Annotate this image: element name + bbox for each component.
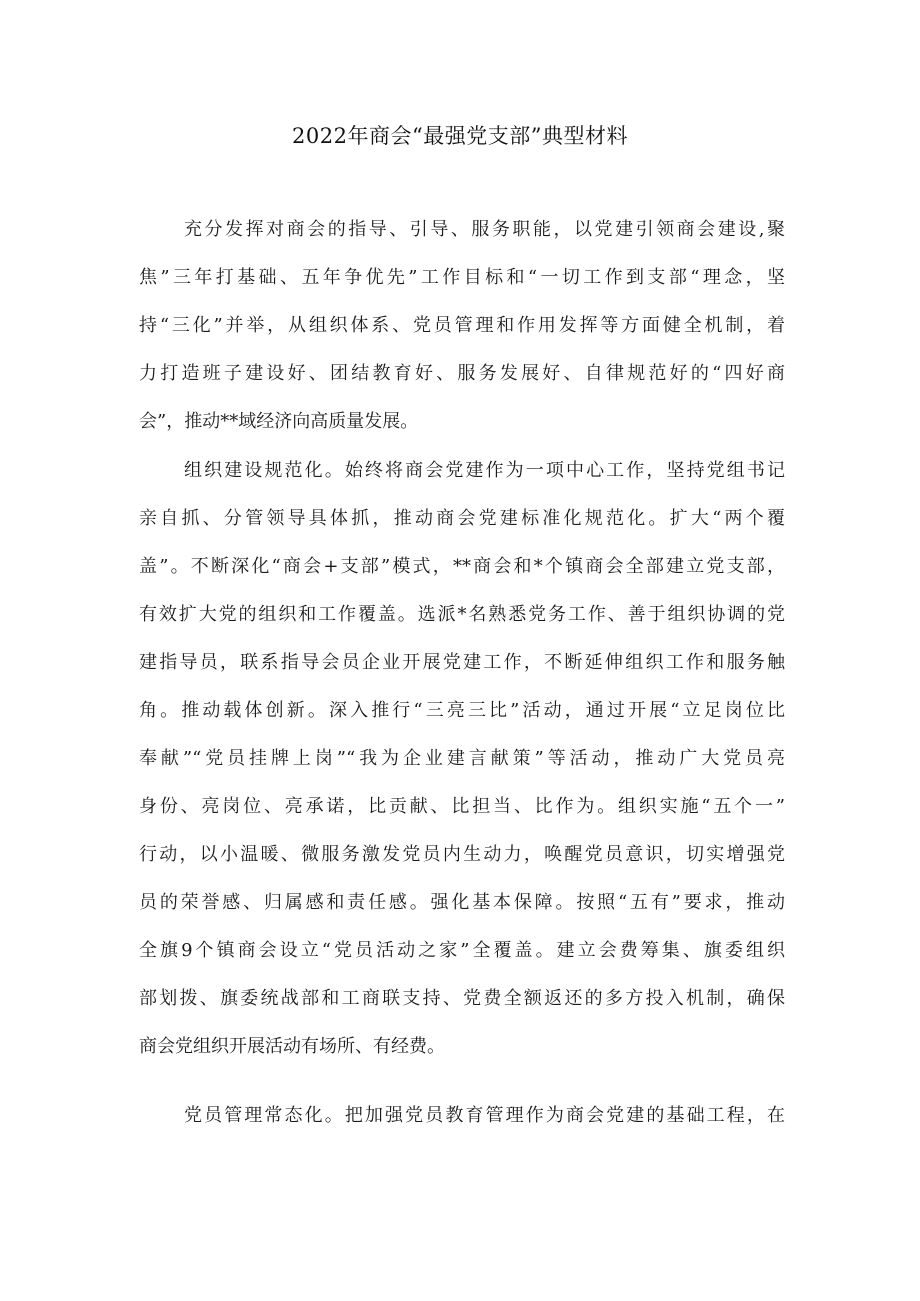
paragraph-organization-line: 组织建设规范化。始终将商会党建作为一项中心工作，坚持党组书记 xyxy=(184,460,785,481)
paragraph-intro-line: 焦”三年打基础、五年争优先”工作目标和“一切工作到支部“理念，坚 xyxy=(139,267,785,288)
paragraph-intro-line: 充分发挥对商会的指导、引导、服务职能，以党建引领商会建设,聚 xyxy=(184,219,785,240)
paragraph-intro-line: 会”，推动**域经济向高质量发展。 xyxy=(139,411,419,432)
paragraph-organization-line: 部划拨、旗委统战部和工商联支持、党费全额返还的多方投入机制，确保 xyxy=(139,988,785,1009)
paragraph-organization-line: 亲自抓、分管领导具体抓，推动商会党建标准化规范化。扩大“两个覆 xyxy=(139,508,785,529)
paragraph-organization-line: 建指导员，联系指导会员企业开展党建工作，不断延伸组织工作和服务触 xyxy=(139,652,785,673)
paragraph-organization-line: 员的荣誉感、归属感和责任感。强化基本保障。按照“五有”要求，推动 xyxy=(139,892,785,913)
paragraph-organization-line: 有效扩大党的组织和工作覆盖。选派*名熟悉党务工作、善于组织协调的党 xyxy=(139,604,785,625)
paragraph-organization-line: 身份、亮岗位、亮承诺，比贡献、比担当、比作为。组织实施“五个一” xyxy=(139,796,785,817)
document-title: 2022年商会“最强党支部”典型材料 xyxy=(292,124,628,148)
paragraph-organization-line: 行动，以小温暖、微服务激发党员内生动力，唤醒党员意识，切实增强党 xyxy=(139,844,785,865)
paragraph-intro-line: 力打造班子建设好、团结教育好、服务发展好、自律规范好的“四好商 xyxy=(139,363,785,384)
paragraph-intro-line: 持“三化”并举，从组织体系、党员管理和作用发挥等方面健全机制，着 xyxy=(139,315,785,336)
paragraph-organization-line: 商会党组织开展活动有场所、有经费。 xyxy=(139,1036,445,1057)
paragraph-member-management-line: 党员管理常态化。把加强党员教育管理作为商会党建的基础工程，在 xyxy=(184,1105,785,1126)
paragraph-organization-line: 全旗9个镇商会设立“党员活动之家”全覆盖。建立会费筹集、旗委组织 xyxy=(139,940,785,961)
paragraph-organization-line: 角。推动载体创新。深入推行“三亮三比”活动，通过开展“立足岗位比 xyxy=(139,700,785,721)
paragraph-organization-line: 奉献”“党员挂牌上岗”“我为企业建言献策”等活动，推动广大党员亮 xyxy=(139,748,785,769)
paragraph-organization-line: 盖”。不断深化“商会+支部”模式，**商会和*个镇商会全部建立党支部， xyxy=(139,556,785,577)
